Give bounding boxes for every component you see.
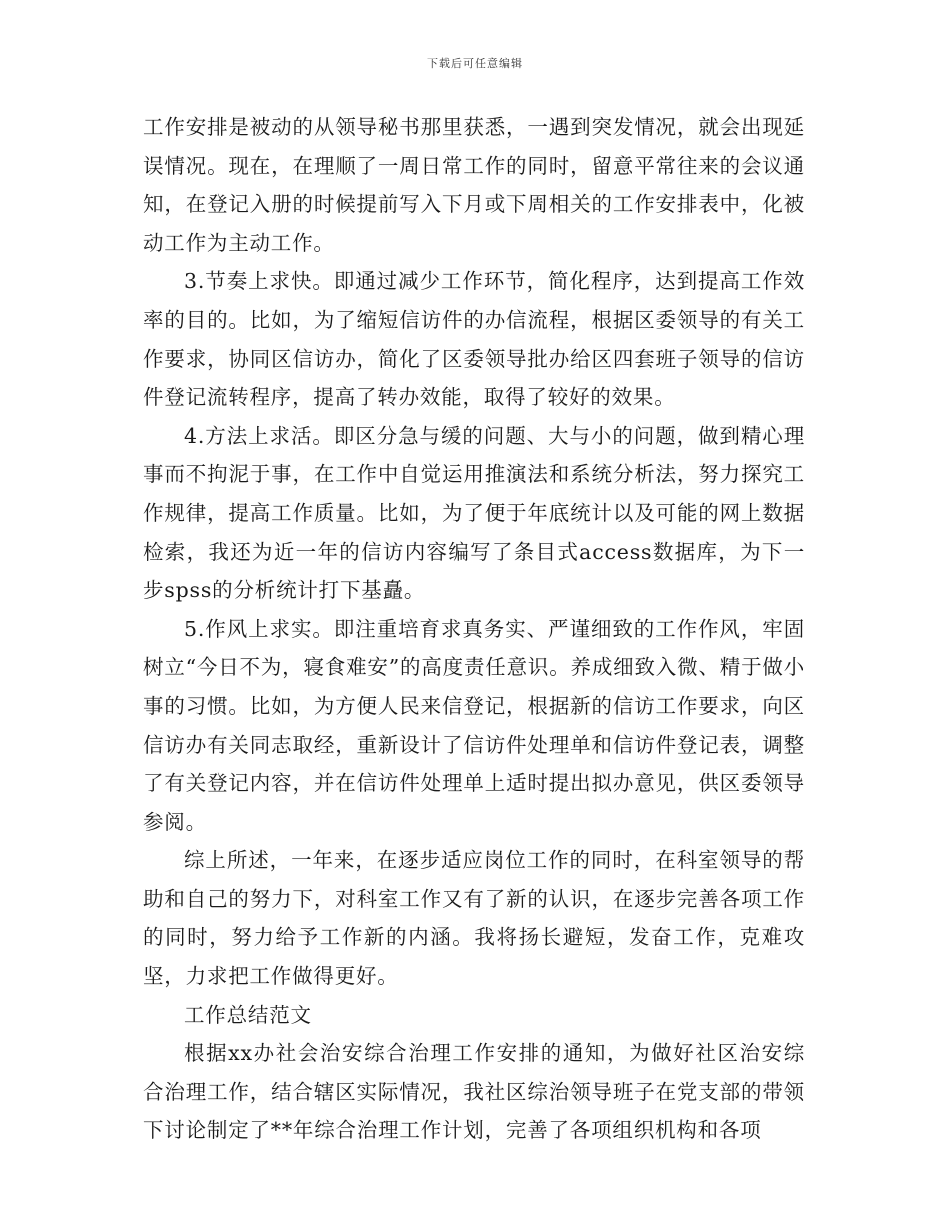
paragraph-style: 5.作风上求实。即注重培育求真务实、严谨细致的工作作风，牢固树立“今日不为，寝食难安”的高度责任意识。养成细致入微、精于做小事的习惯。比如，为方便人民来信登记，根据新的信访工作要求，向区信访办有关同志取经，重新设计了信访件处理单和信访件登记表，调整了有关登记内容，并在信访件处理单上适时提出拟办意见，供区委领导参阅。 (143, 616, 805, 834)
document-body (143, 108, 805, 1150)
paragraph-intro: 根据xx办社会治安综合治理工作安排的通知，为做好社区治安综合治理工作，结合辖区实际情况，我社区综治领导班子在党支部的带领下讨论制定了**年综合治理工作计划，完善了各项组织机构和各项 (143, 1041, 805, 1143)
paragraph-method: 4.方法上求活。即区分急与缓的问题、大与小的问题，做到精心理事而不拘泥于事，在工作中自觉运用推演法和系统分析法，努力探究工作规律，提高工作质量。比如，为了便于年底统计以及可能的网上数据检索，我还为近一年的信访内容编写了条目式access数据库，为下一步spss的分析统计打下基矗。 (143, 423, 805, 603)
paragraph-rhythm: 3.节奏上求快。即通过减少工作环节，简化程序，达到提高工作效率的目的。比如，为了缩短信访件的办信流程，根据区委领导的有关工作要求，协同区信访办，简化了区委领导批办给区四套班子领导的信访件登记流转程序，提高了转办效能，取得了较好的效果。 (143, 269, 805, 410)
page-header: 下载后可任意编辑 (427, 57, 523, 70)
section-heading: 工作总结范文 (184, 1002, 312, 1027)
paragraph-continuation: 工作安排是被动的从领导秘书那里获悉，一遇到突发情况，就会出现延误情况。现在，在理顺了一周日常工作的同时，留意平常往来的会议通知，在登记入册的时候提前写入下月或下周相关的工作安排表中，化被动工作为主动工作。 (143, 115, 805, 255)
paragraph-summary: 综上所述，一年来，在逐步适应岗位工作的同时，在科室领导的帮助和自己的努力下，对科室工作又有了新的认识，在逐步完善各项工作的同时，努力给予工作新的内涵。我将扬长避短，发奋工作，克难攻坚，力求把工作做得更好。 (143, 848, 805, 989)
